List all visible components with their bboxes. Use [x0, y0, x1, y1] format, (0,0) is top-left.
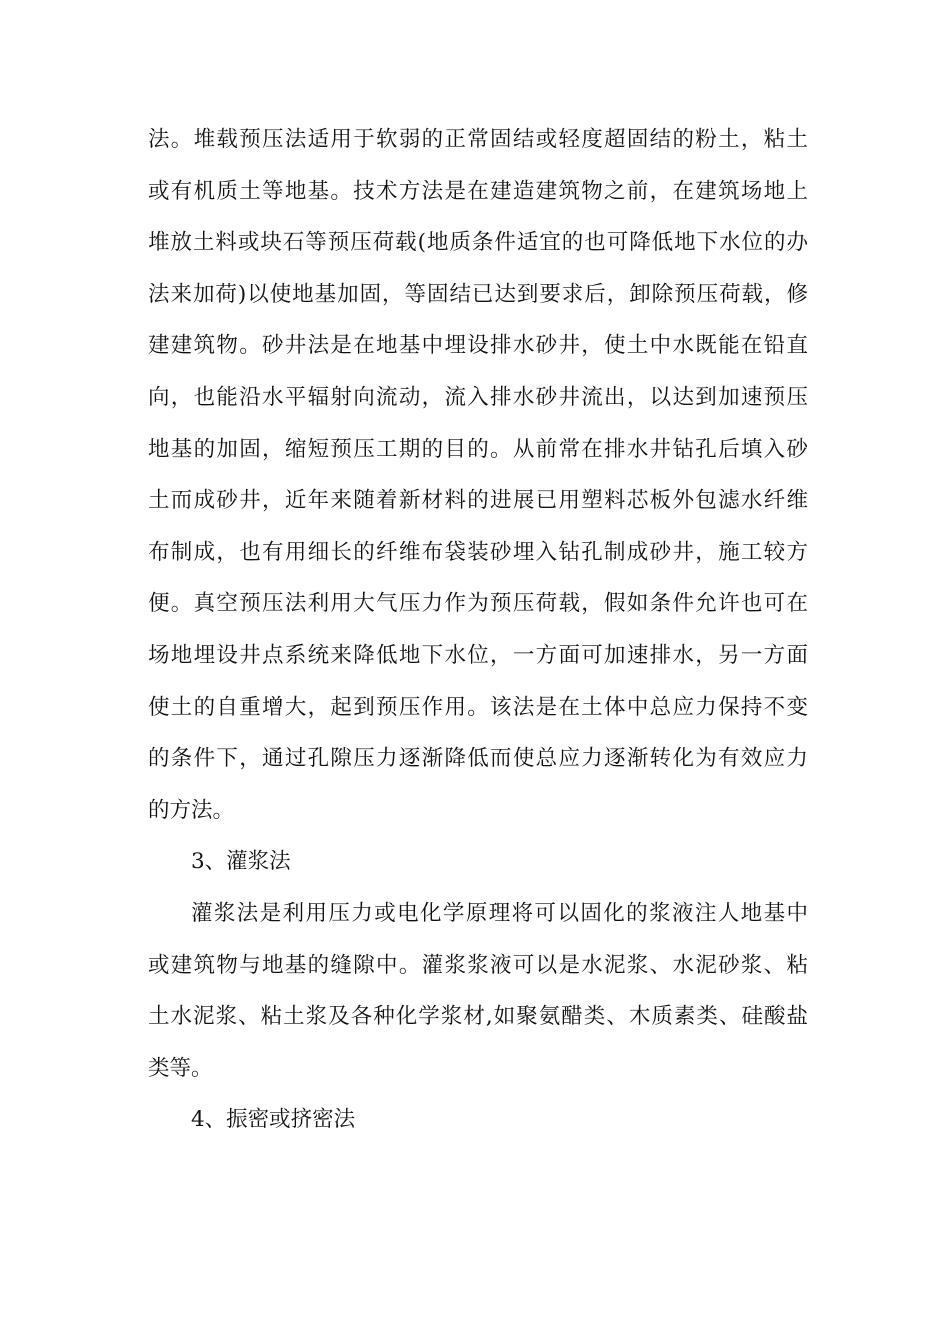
line-text: 建建筑物。砂井法是在地基中埋设排水砂井，使土中水既能在铅直: [148, 333, 810, 359]
line-text: 或建筑物与地基的缝隙中。灌浆浆液可以是水泥浆、水泥砂浆、粘: [148, 952, 810, 978]
line-text: 类等。: [148, 1055, 213, 1081]
line-text: 的条件下，通过孔隙压力逐渐降低而使总应力逐渐转化为有效应力: [148, 746, 810, 772]
paragraph-line: [148, 1043, 808, 1095]
paragraph-line: [148, 785, 808, 837]
line-text: 使土的自重增大，起到预压作用。该法是在土体中总应力保持不变: [148, 694, 810, 720]
paragraph-line: [148, 424, 808, 476]
heading-text: 4、振密或挤密法: [191, 1107, 356, 1133]
paragraph-line: [148, 269, 808, 321]
paragraph-line: [148, 166, 808, 218]
paragraph-line: [148, 578, 808, 630]
document-body: [148, 114, 808, 1146]
paragraph-line: [148, 682, 808, 734]
paragraph-line: [148, 940, 808, 992]
paragraph-line: [148, 217, 808, 269]
line-text: 或有机质土等地基。技术方法是在建造建筑物之前，在建筑场地上: [148, 178, 810, 204]
line-text: 场地埋设井点系统来降低地下水位，一方面可加速排水，另一方面: [148, 642, 810, 668]
paragraph-line: [148, 527, 808, 579]
paragraph-line: [148, 114, 808, 166]
line-text: 土水泥浆、粘土浆及各种化学浆材,如聚氨醋类、木质素类、硅酸盐: [148, 1004, 810, 1030]
paragraph-line: [148, 630, 808, 682]
line-text: 土而成砂井，近年来随着新材料的进展已用塑料芯板外包滤水纤维: [148, 488, 810, 514]
paragraph-line: [148, 320, 808, 372]
paragraph-line: [148, 888, 808, 940]
section-heading-4: [148, 1094, 808, 1146]
line-text: 向，也能沿水平辐射向流动，流入排水砂井流出，以达到加速预压: [148, 384, 810, 410]
paragraph-line: [148, 733, 808, 785]
paragraph-line: [148, 991, 808, 1043]
heading-text: 3、灌浆法: [191, 849, 291, 875]
line-text: 法来加荷)以使地基加固，等固结已达到要求后，卸除预压荷载，修: [148, 281, 809, 307]
line-text: 法。堆载预压法适用于软弱的正常固结或轻度超固结的粉土，粘土: [148, 127, 810, 152]
line-text: 地基的加固，缩短预压工期的目的。从前常在排水井钻孔后填入砂: [148, 436, 810, 462]
line-text: 灌浆法是利用压力或电化学原理将可以固化的浆液注人地基中: [191, 900, 810, 926]
paragraph-line: [148, 372, 808, 424]
section-heading-3: [148, 836, 808, 888]
paragraph-line: [148, 475, 808, 527]
line-text: 的方法。: [148, 797, 235, 823]
line-text: 布制成，也有用细长的纤维布袋装砂埋入钻孔制成砂井，施工较方: [148, 539, 810, 565]
line-text: 便。真空预压法利用大气压力作为预压荷载，假如条件允许也可在: [148, 591, 810, 617]
line-text: 堆放土料或块石等预压荷载(地质条件适宜的也可降低地下水位的办: [148, 230, 809, 256]
